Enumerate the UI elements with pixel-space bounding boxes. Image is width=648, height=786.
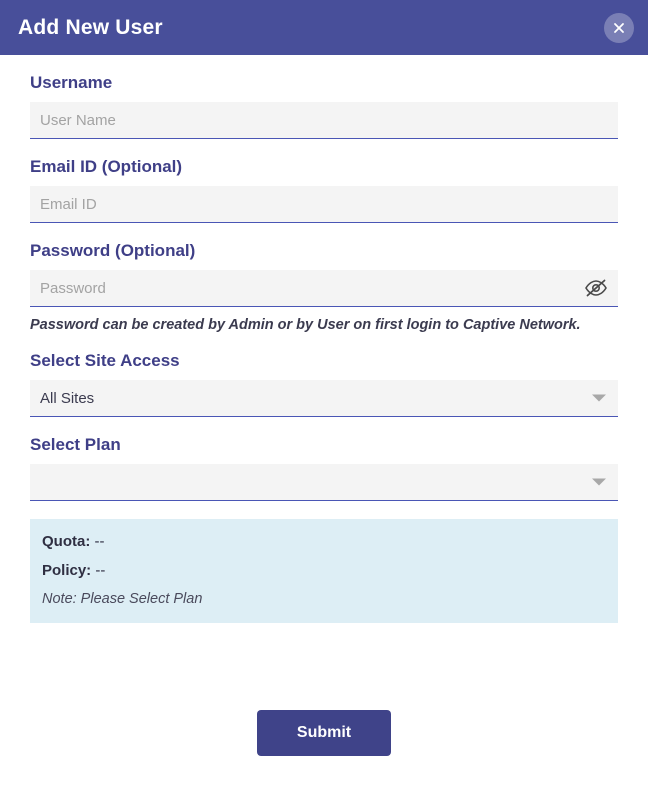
plan-label: Select Plan [30,435,121,454]
password-hint: Password can be created by Admin or by User on first login to Captive Network. [30,317,581,333]
username-input-wrap [30,102,618,139]
policy-value: -- [95,562,106,579]
chevron-down-icon[interactable] [592,395,606,402]
quota-label: Quota: [42,533,91,550]
username-label: Username [30,73,113,92]
site-access-field-group [30,351,618,417]
password-field[interactable] [30,270,618,306]
eye-off-icon[interactable] [584,278,608,298]
dialog-footer [0,684,648,786]
dialog-header [0,0,648,55]
plan-select[interactable] [30,464,618,501]
policy-row [42,562,606,579]
plan-field-group [30,435,618,623]
username-input[interactable] [30,102,618,138]
policy-label: Policy: [42,562,92,579]
plan-info-panel [30,519,618,623]
quota-value: -- [94,533,105,550]
site-access-value: All Sites [40,389,95,407]
site-access-label: Select Site Access [30,351,180,370]
username-field-group [30,73,618,139]
site-access-select[interactable] [30,380,618,417]
email-label: Email ID (Optional) [30,157,183,176]
email-field[interactable] [30,186,618,222]
password-field-group [30,241,618,333]
plan-note: Note: Please Select Plan [42,591,203,607]
submit-button[interactable]: Submit [257,710,391,756]
close-icon [612,21,626,35]
quota-row [42,533,606,550]
email-input-wrap [30,186,618,223]
page-title: Add New User [18,15,163,39]
password-label: Password (Optional) [30,241,196,260]
email-field-group [30,157,618,223]
chevron-down-icon[interactable] [592,479,606,486]
password-input-wrap [30,270,618,307]
dialog-body [0,55,648,684]
close-button[interactable] [604,13,634,43]
